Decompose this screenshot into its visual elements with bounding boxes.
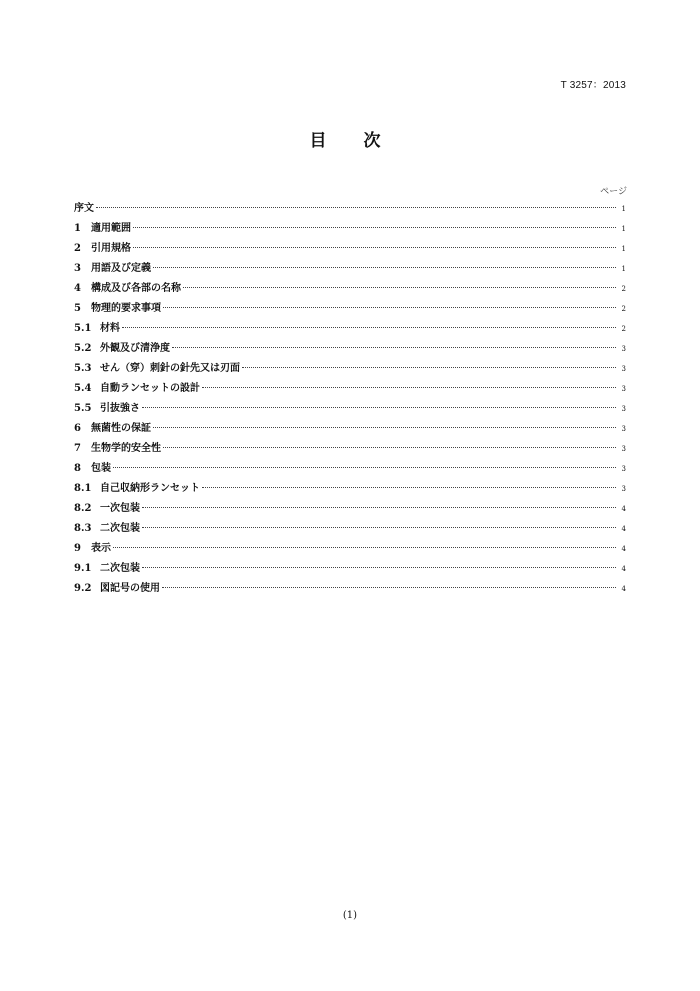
- toc-dot-leader: [142, 567, 616, 568]
- toc-entry-page: 3: [621, 445, 626, 453]
- toc-entry-label: 適用範囲: [91, 223, 131, 234]
- toc-dot-leader: [113, 467, 616, 468]
- toc-entry-page: 1: [621, 225, 626, 233]
- toc-entry-number: 8.2: [74, 503, 92, 514]
- toc-entry-label: 二次包装: [100, 563, 140, 574]
- toc-entry-number: 5.1: [74, 323, 92, 334]
- toc-entry-label: 物理的要求事項: [91, 303, 161, 314]
- toc-entry: [74, 539, 626, 559]
- toc-entry-number: 7: [74, 443, 81, 454]
- toc-entry-label: 無菌性の保証: [91, 423, 151, 434]
- toc-entry-number: 5.2: [74, 343, 92, 354]
- toc-entry-label: せん（穿）刺針の針先又は刃面: [100, 363, 240, 374]
- toc-entry-page: 4: [621, 525, 626, 533]
- toc-dot-leader: [113, 547, 616, 548]
- toc-entry: [74, 519, 626, 539]
- toc-dot-leader: [142, 507, 616, 508]
- toc-entry: [74, 219, 626, 239]
- toc-entry: [74, 399, 626, 419]
- toc-entry: [74, 499, 626, 519]
- toc-entry-page: 3: [621, 345, 626, 353]
- toc-entry-number: 9.2: [74, 583, 92, 594]
- toc-entry-label: 引用規格: [91, 243, 131, 254]
- toc-entry: [74, 459, 626, 479]
- toc-entry-page: 4: [621, 585, 626, 593]
- toc-entry-number: 8: [74, 463, 81, 474]
- toc-dot-leader: [202, 387, 616, 388]
- toc-dot-leader: [163, 307, 616, 308]
- toc-dot-leader: [183, 287, 616, 288]
- toc-entry-number: 5.3: [74, 363, 92, 374]
- toc-entry: [74, 279, 626, 299]
- toc-entry: [74, 199, 626, 219]
- toc-dot-leader: [242, 367, 616, 368]
- toc-entry-page: 4: [621, 565, 626, 573]
- toc-dot-leader: [172, 347, 616, 348]
- page-title: 目 次: [309, 131, 391, 151]
- toc-entry-label: 材料: [100, 323, 120, 334]
- toc-entry-page: 2: [621, 325, 626, 333]
- toc-entry: [74, 239, 626, 259]
- toc-entry-page: 3: [621, 405, 626, 413]
- toc-entry-label: 序文: [74, 203, 94, 214]
- toc-dot-leader: [162, 587, 616, 588]
- toc-dot-leader: [96, 207, 616, 208]
- document-id: T 3257：2013: [560, 80, 626, 91]
- toc-entry-number: 9: [74, 543, 81, 554]
- toc-entry-label: 自己収納形ランセット: [100, 483, 200, 494]
- toc-entry-number: 4: [74, 283, 81, 294]
- toc-entry: [74, 259, 626, 279]
- toc-entry-number: 9.1: [74, 563, 92, 574]
- toc-entry: [74, 319, 626, 339]
- toc-entry: [74, 419, 626, 439]
- toc-entry-number: 5.4: [74, 383, 92, 394]
- toc-entry-label: 二次包装: [100, 523, 140, 534]
- page-column-label: ページ: [600, 187, 627, 197]
- toc-entry: [74, 379, 626, 399]
- toc-entry-page: 1: [621, 205, 626, 213]
- toc-entry-page: 3: [621, 425, 626, 433]
- toc-entry-number: 3: [74, 263, 81, 274]
- toc-dot-leader: [163, 447, 616, 448]
- toc-entry: [74, 299, 626, 319]
- toc-dot-leader: [153, 427, 616, 428]
- toc-entry-page: 2: [621, 305, 626, 313]
- toc-entry-page: 3: [621, 485, 626, 493]
- toc-entry: [74, 359, 626, 379]
- toc-entry-label: 外観及び清浄度: [100, 343, 170, 354]
- toc-entry: [74, 339, 626, 359]
- toc-entry-label: 用語及び定義: [91, 263, 151, 274]
- toc-entry-label: 包装: [91, 463, 111, 474]
- toc-entry-label: 構成及び各部の名称: [91, 283, 181, 294]
- toc-entry-label: 自動ランセットの設計: [100, 383, 200, 394]
- toc-entry: [74, 439, 626, 459]
- toc-entry: [74, 559, 626, 579]
- toc-entry-number: 8.1: [74, 483, 92, 494]
- footer-page-number: (1): [342, 910, 358, 921]
- toc-entry-page: 3: [621, 365, 626, 373]
- toc-entry-label: 表示: [91, 543, 111, 554]
- toc-entry-page: 3: [621, 465, 626, 473]
- toc-entry-number: 1: [74, 223, 81, 234]
- toc-entry-number: 2: [74, 243, 81, 254]
- toc-entry: [74, 579, 626, 599]
- toc-entry-label: 生物学的安全性: [91, 443, 161, 454]
- toc-entry-page: 1: [621, 265, 626, 273]
- toc-dot-leader: [133, 247, 616, 248]
- toc-entry-label: 一次包装: [100, 503, 140, 514]
- toc-entry-page: 4: [621, 505, 626, 513]
- toc-entry-label: 引抜強さ: [100, 403, 140, 414]
- toc-entry-number: 5: [74, 303, 81, 314]
- toc-entry-number: 6: [74, 423, 81, 434]
- toc-dot-leader: [133, 227, 616, 228]
- toc-dot-leader: [153, 267, 616, 268]
- toc-entry-number: 8.3: [74, 523, 92, 534]
- toc-entry-page: 1: [621, 245, 626, 253]
- table-of-contents: [74, 199, 626, 599]
- toc-entry-label: 図記号の使用: [100, 583, 160, 594]
- toc-dot-leader: [142, 407, 616, 408]
- toc-entry: [74, 479, 626, 499]
- toc-entry-number: 5.5: [74, 403, 92, 414]
- toc-entry-page: 2: [621, 285, 626, 293]
- toc-entry-page: 3: [621, 385, 626, 393]
- toc-dot-leader: [122, 327, 616, 328]
- toc-entry-page: 4: [621, 545, 626, 553]
- toc-dot-leader: [142, 527, 616, 528]
- toc-dot-leader: [202, 487, 616, 488]
